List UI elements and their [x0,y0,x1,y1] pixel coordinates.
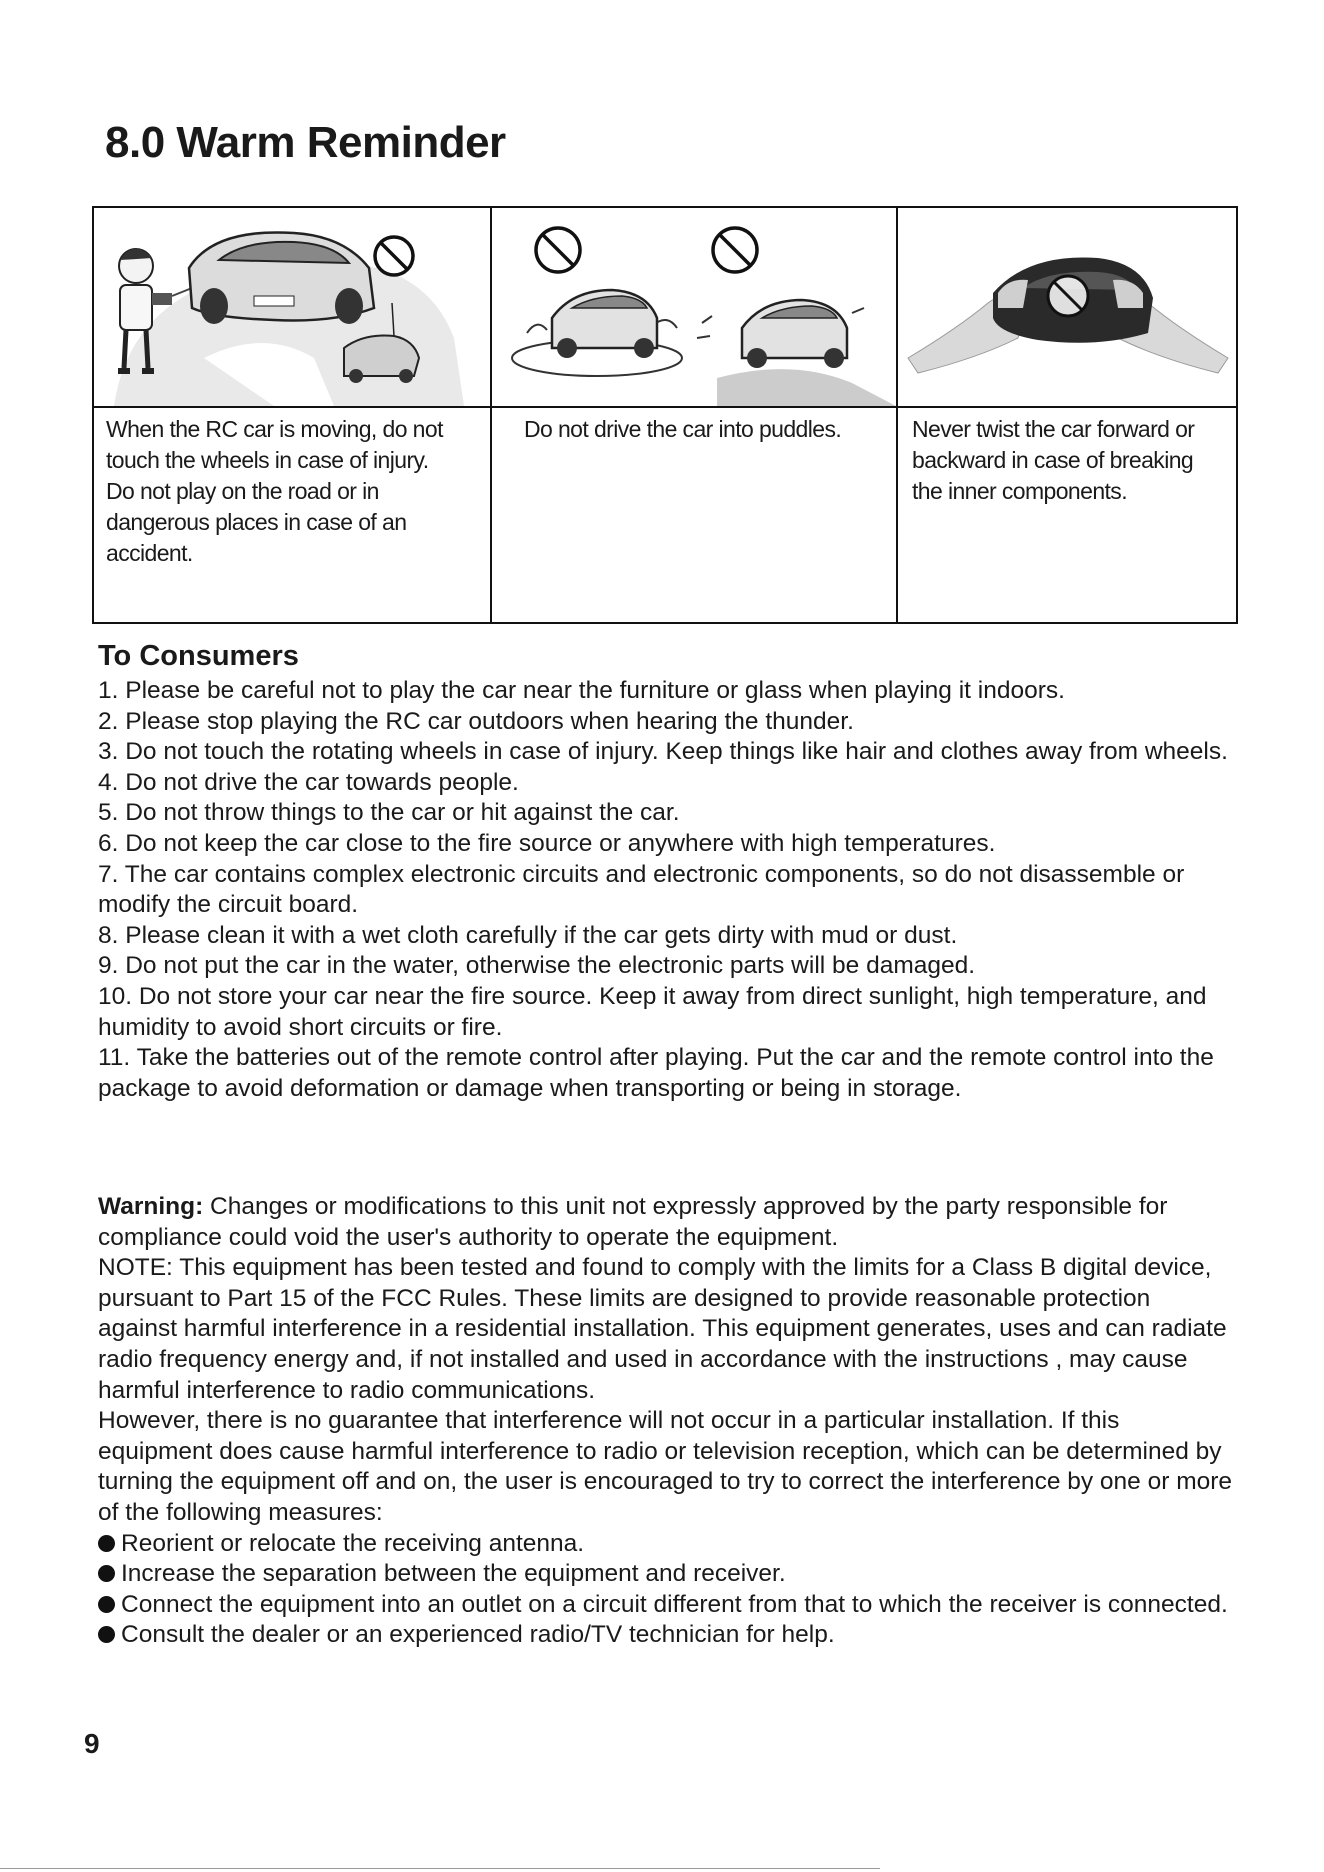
cell-text-wheels-warning [106,414,486,569]
warning-paragraph [98,1192,1233,1253]
warning-label: Warning: [98,1193,204,1220]
page-title: 8.0 Warm Reminder [105,118,506,167]
cell-line: backward in case of breaking [912,447,1194,473]
cell-text-puddles-warning [524,414,890,445]
cell-line: Never twist the car forward or [912,416,1195,442]
footer-divider [0,1868,880,1869]
list-item: 10. Do not store your car near the fire source. Keep it away from direct sunlight, high temperature, and humidity to avoid short circuits or fire. [98,982,1207,1041]
list-item: 6. Do not keep the car close to the fire source or anywhere with high temperatures. [98,829,996,857]
bullet-icon [98,1535,115,1552]
list-item: 5. Do not throw things to the car or hit against the car. [98,799,680,827]
measure-item [98,1620,1233,1651]
cell-line: touch the wheels in case of injury. [106,447,429,473]
cell-line: the inner components. [912,478,1127,504]
list-item: 11. Take the batteries out of the remote control after playing. Put the car and the remote control into the package to avoid deformation or damage when transporting or being in storage. [98,1044,1214,1102]
cell-line: When the RC car is moving, do not [106,416,443,442]
consumers-list [98,676,1233,1104]
cell-line: Do not drive the car into puddles. [524,416,842,442]
cell-text-twist-warning [912,414,1234,507]
list-item: 2. Please stop playing the RC car outdoors when hearing the thunder. [98,707,854,735]
list-item: 1. Please be careful not to play the car near the furniture or glass when playing it indoors. [98,677,1065,704]
measure-text: Increase the separation between the equipment and receiver. [121,1560,786,1588]
bullet-icon [98,1596,115,1613]
however-paragraph: However, there is no guarantee that interference will not occur in a particular installation. If this equipment does cause harmful interference to radio or television reception, which can be determined by turning the equipment off and on, the user is encouraged to try to correct the interference by one or more of the following measures: [98,1407,1233,1526]
page-number: 9 [84,1728,100,1759]
measure-item [98,1529,1233,1560]
list-item: 3. Do not touch the rotating wheels in case of injury. Keep things like hair and clothes away from wheels. [98,738,1228,766]
hands-twisting-car-prohibited-icon [898,208,1238,406]
measure-item [98,1590,1233,1621]
fcc-statement [98,1192,1233,1651]
list-item: 4. Do not drive the car towards people. [98,768,519,796]
bullet-icon [98,1565,115,1582]
car-in-puddles-prohibited-icon [492,208,896,406]
list-item: 8. Please clean it with a wet cloth carefully if the car gets dirty with mud or dust. [98,921,958,949]
consumers-heading: To Consumers [98,640,299,672]
note-paragraph: NOTE: This equipment has been tested and found to comply with the limits for a Class B digital device, pursuant to Part 15 of the FCC Rules. These limits are designed to provide reasonable protection against harmful interference in a residential installation. This equipment generates, uses and can radiate radio frequency energy and, if not installed and used in accordance with the instructions , may cause harmful interference to radio communications. [98,1254,1227,1404]
cell-line: Do not play on the road or in [106,478,379,504]
list-item: 9. Do not put the car in the water, otherwise the electronic parts will be damaged. [98,952,976,980]
measure-text: Connect the equipment into an outlet on a circuit different from that to which the receiver is connected. [121,1590,1228,1618]
cell-line: dangerous places in case of an [106,509,407,535]
warning-text: Changes or modifications to this unit not expressly approved by the party responsible for compliance could void the user's authority to operate the equipment. [98,1193,1168,1251]
bullet-icon [98,1626,115,1643]
table-divider [94,406,1236,408]
list-item: 7. The car contains complex electronic circuits and electronic components, so do not disassemble or modify the circuit board. [98,860,1185,919]
reminder-table [92,206,1238,624]
cell-line: accident. [106,540,193,566]
measure-item [98,1559,1233,1590]
measure-text: Consult the dealer or an experienced radio/TV technician for help. [121,1621,835,1649]
child-with-remote-and-car-prohibited-icon [94,208,490,406]
measure-text: Reorient or relocate the receiving antenna. [121,1529,585,1557]
